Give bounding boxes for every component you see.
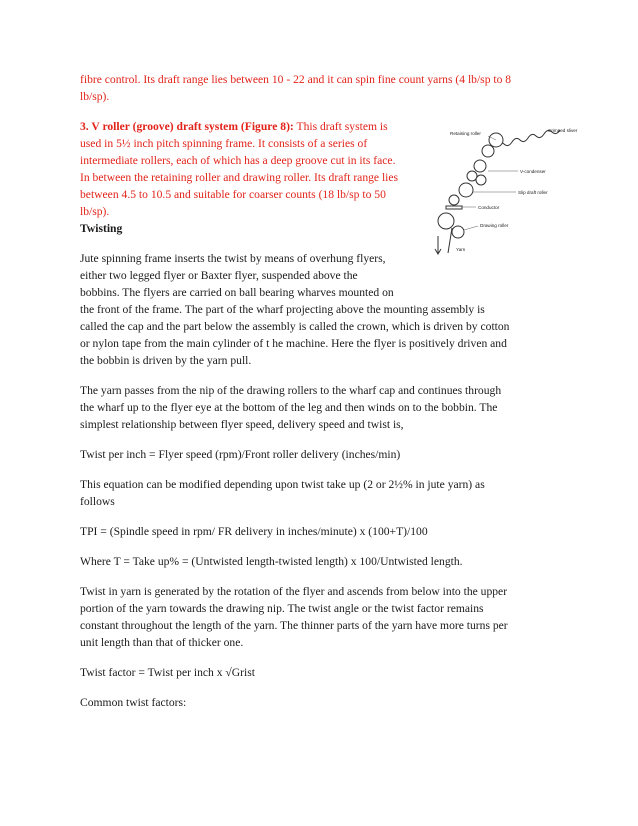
v-roller-2: [467, 171, 477, 181]
para3-line7: the bobbin is driven by the yarn pull.: [80, 354, 252, 367]
para6-line2: portion of the yarn towards the drawing nip. The twist angle or the twist factor remains: [80, 602, 484, 615]
para1-line1: fibre control. Its draft range lies between 10 - 22 and it can spin fine count yarns (4 lb/sp to 8: [80, 73, 512, 86]
common-twist-factors: Common twist factors:: [80, 696, 187, 709]
para5-line1: This equation can be modified depending upon twist take up (2 or 2½% in jute yarn) as: [80, 478, 485, 491]
para4-line3: simplest relationship between flyer speed, delivery speed and twist is,: [80, 418, 404, 431]
label-conductor: Conductor: [478, 205, 500, 210]
v-roller-3: [476, 175, 486, 185]
label-yarn: Yarn: [456, 247, 466, 252]
retaining-roller-bottom: [482, 145, 494, 157]
v-roller-1: [474, 160, 486, 172]
para6-line1: Twist in yarn is generated by the rotation of the flyer and ascends from below into the upper: [80, 585, 508, 598]
label-v-condenser: V-condenser: [520, 169, 546, 174]
para2-line5: between 4.5 to 10.5 and suitable for coarser counts (18 lb/sp to 50: [80, 188, 386, 201]
para6-line4: unit length than that of thicker one.: [80, 636, 244, 649]
yarn-arrow-icon: [435, 236, 441, 254]
para2-line4: In between the retaining roller and drawing roller. Its draft range lies: [80, 171, 399, 184]
para5-line2: follows: [80, 495, 115, 508]
para3-line3: bobbins. The flyers are carried on ball bearing wharves mounted on: [80, 286, 394, 299]
para3-line4: the front of the frame. The part of the wharf projecting above the mounting assembly is: [80, 303, 485, 316]
tpi-formula: Twist per inch = Flyer speed (rpm)/Front roller delivery (inches/min): [80, 448, 401, 461]
para4-line1: The yarn passes from the nip of the drawing rollers to the wharf cap and continues through: [80, 384, 502, 397]
para2-line3: intermediate rollers, each of which has a deep groove cut in its face.: [80, 154, 396, 167]
para3-line6: or nylon tape from the main cylinder of t he machine. Here the flyer is positively driven and: [80, 337, 507, 350]
v-roller-heading: 3. V roller (groove) draft system (Figure 8):: [80, 120, 294, 133]
yarn-path: [448, 228, 452, 253]
para3-line1: Jute spinning frame inserts the twist by means of overhung flyers,: [80, 252, 386, 265]
drawing-roller-right: [452, 226, 464, 238]
para2-line1-rest: This draft system is: [293, 120, 388, 133]
twist-factor-formula: Twist factor = Twist per inch x √Grist: [80, 666, 255, 679]
twisting-heading: Twisting: [80, 222, 123, 235]
v-roller-draft-diagram: [418, 118, 588, 268]
label-crimped-sliver: Crimped sliver: [548, 128, 578, 133]
leader-drawing: [464, 226, 478, 230]
para6-line3: constant throughout the length of the yarn. The thinner parts of the yarn have more turns per: [80, 619, 508, 632]
label-drawing-roller: Drawing roller: [480, 223, 509, 228]
para1-line2: lb/sp).: [80, 90, 110, 103]
conductor-roller: [449, 195, 459, 205]
slip-draft-roller: [459, 183, 473, 197]
para2-line2: used in 5½ inch pitch spinning frame. It consists of a series of: [80, 137, 368, 150]
drawing-roller-left: [438, 213, 454, 229]
para2-line6: lb/sp).: [80, 205, 110, 218]
conductor: [446, 206, 462, 209]
tpi-modified-formula: TPI = (Spindle speed in rpm/ FR delivery in inches/minute) x (100+T)/100: [80, 525, 428, 538]
para3-line2: either two legged flyer or Baxter flyer, suspended above the: [80, 269, 358, 282]
para4-line2: the wharf up to the flyer eye at the bottom of the leg and then winds on to the bobbin. The: [80, 401, 498, 414]
label-slip-draft-roller: Slip draft roller: [518, 190, 548, 195]
label-retaining-roller: Retaining roller: [450, 131, 481, 136]
para2-line1: [80, 120, 388, 134]
para3-line5: called the cap and the part below the assembly is called the crown, which is driven by cotton: [80, 320, 510, 333]
take-up-formula: Where T = Take up% = (Untwisted length-twisted length) x 100/Untwisted length.: [80, 555, 463, 568]
